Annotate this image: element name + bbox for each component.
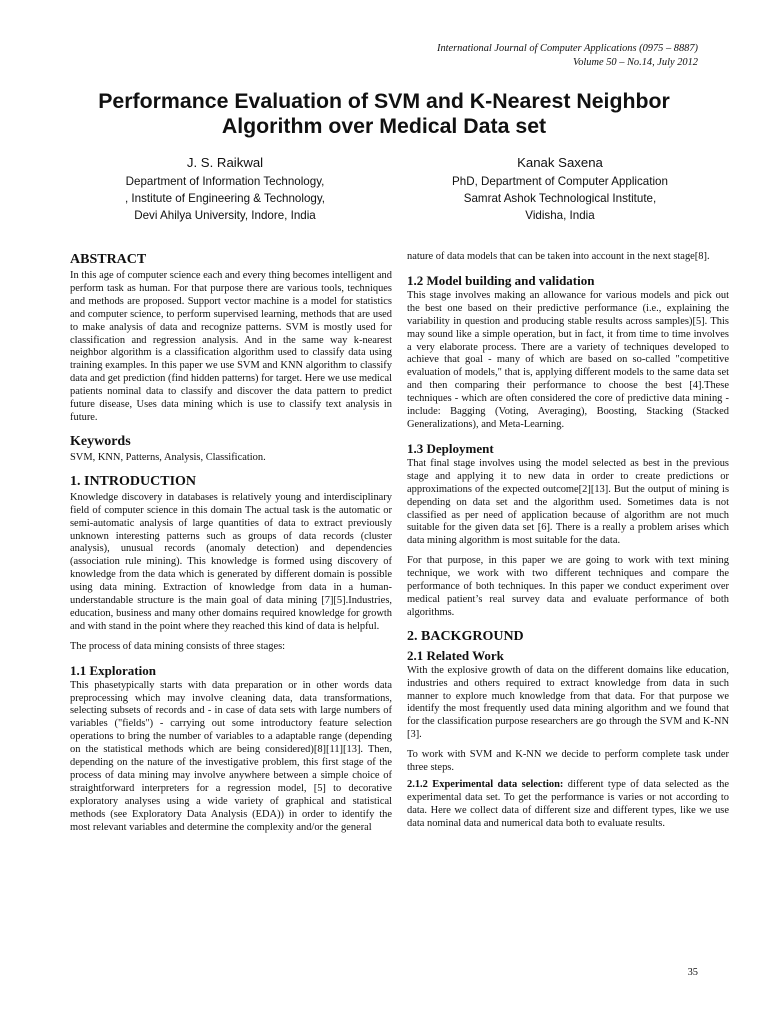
title-line-1: Performance Evaluation of SVM and K-Nearest Neighbor	[98, 89, 670, 113]
continuation-text: nature of data models that can be taken into account in the next stage[8].	[407, 251, 710, 262]
journal-volume: Volume 50 – No.14, July 2012	[573, 57, 698, 68]
related-work-heading: 2.1 Related Work	[407, 647, 504, 663]
author-affiliation-line: Vidisha, India	[525, 209, 595, 222]
introduction-text: Knowledge discovery in databases is relatively young and interdisciplinary field of computer science in this domain The actual task is the automatic or semi-automatic analysis of large quantities of data to extract previously unknown interesting patterns such as groups of data records (cluster analysis), unusual records (anomaly detection) and dependencies (association rule mining). This knowledge is formed using discovery of knowledge from the data which is generated by different domain is possible using data mining. Extraction of knowledge from data in a human-understandable structure is the main goal of data mining [7][5].Industries, education, business and many other domains required knowledge for growth and with stand in the point where they reached this kind of data is helpful.	[70, 491, 392, 632]
stages-text: The process of data mining consists of three stages:	[70, 640, 286, 652]
model-building-text: This stage involves making an allowance for various models and pick out the best one based on their predictive performance (i.e., explaining the variability in question and producing stable results across samples)[5]. This may sound like a simple operation, but in fact, it from time to time involves a very elaborate process. There are a variety of techniques developed to achieve that goal - many of which are based on so-called "competitive evaluation of models," that is, applying different models to the same data set and then comparing their performance to choose the best [4].These techniques - which are often considered the core of predictive data mining - include: Bagging (Voting, Averaging), Boosting, Stacking (Stacked Generalizations), and Meta-Learning.	[407, 289, 729, 430]
page-number: 35	[687, 967, 698, 978]
author-block-1	[60, 154, 390, 224]
author-affiliation-line: Samrat Ashok Technological Institute,	[463, 192, 657, 205]
related-work-text: With the explosive growth of data on the different domains like education, industries and others required to extract knowledge from data in such manner to explore much knowledge from that data. For that purpose we identify the most frequently used data mining algorithm and we found that for the classification purpose researchers are go through the SVM and K-NN [3].	[407, 664, 729, 741]
exploration-heading: 1.1 Exploration	[70, 662, 156, 678]
author-block-2	[395, 154, 725, 224]
title-line-2: Algorithm over Medical Data set	[221, 114, 547, 138]
author-name: Kanak Saxena	[517, 155, 603, 170]
author-affiliation-line: Devi Ahilya University, Indore, India	[134, 209, 316, 222]
journal-header	[437, 42, 698, 70]
steps-text: To work with SVM and K-NN we decide to perform complete task under three steps.	[407, 749, 729, 774]
abstract-heading: ABSTRACT	[70, 252, 147, 267]
author-name: J. S. Raikwal	[186, 155, 264, 170]
exploration-text: This phasetypically starts with data preparation or in other words data preprocessing which may involve cleaning data, data transformations, selecting subsets of records and - in case of data sets with large numbers of variables ("fields") - carrying out some introductory feature selection operations to bring the number of variables to a adaptable range (depending on the statistical methods which are being considered)[8][11][13]. Then, depending on the nature of the investigative problem, this first stage of the process of data mining may involve anywhere between a simple choice of straightforward interpreters for a regression model, [5] to decorative exploratory analyses using a wide variety of graphical and statistical methods (see Exploratory Data Analysis (EDA)) in order to identify the most relevant variables and determine the complexity and/or the general	[70, 679, 392, 833]
author-affiliation-line: Department of Information Technology,	[125, 175, 325, 188]
purpose-text: For that purpose, in this paper we are going to work with text mining technique, we work with two different techniques and compare the performance of both techniques. In this paper we conduct experiment over medical patient’s real survey data and evaluate performance of both algorithms.	[407, 555, 729, 618]
abstract-text: In this age of computer science each and every thing becomes intelligent and perform task as human. For that purpose there are various tools, techniques and methods are proposed. Support vector machine is a model for statistics and computer science, to perform supervised learning, methods that are used to make analysis of data and recognize patterns. SVM is mostly used for classification and regression analysis. And in the same way k-nearest neighbor algorithm is a classification algorithm used to classify data using training examples. In this paper we use SVM and KNN algorithm to classify data and get prediction (find hidden patterns) for target. Here we use medical patients nominal data to classify and discover the data pattern to predict future disease, Uses data mining which is use to classify text analysis in future.	[70, 270, 392, 423]
author-affiliation-line: , Institute of Engineering & Technology,	[124, 192, 325, 205]
data-selection-text: different type of data selected as the experimental data set. To get the performance is varies or not according to data. Here we collect data of different size and different types, like we use data nominal data and numerical data both to evaluate results.	[407, 779, 729, 829]
background-heading: 2. BACKGROUND	[407, 628, 524, 644]
right-column	[407, 251, 729, 838]
keywords-text: SVM, KNN, Patterns, Analysis, Classification.	[70, 451, 266, 463]
data-selection-paragraph	[407, 779, 729, 831]
data-selection-label: 2.1.2 Experimental data selection:	[407, 779, 564, 790]
left-column	[70, 252, 392, 842]
author-affiliation-line: PhD, Department of Computer Application	[452, 175, 668, 188]
paper-title	[40, 89, 728, 139]
deployment-text: That final stage involves using the model selected as best in the previous stage and applying it to new data in order to create predictions or approximations of the expected outcome[2][13]. But the output of mining is depending on data set and the algorithm used. Sometimes data is not classified as per need of application because of algorithm are not much suitable for the given data set [6]. There is a really a problem arises which data mining algorithm is most suitable for the data.	[407, 457, 729, 547]
introduction-heading: 1. INTRODUCTION	[70, 473, 197, 489]
journal-name: International Journal of Computer Applications (0975 – 8887)	[436, 43, 698, 54]
model-building-heading: 1.2 Model building and validation	[407, 272, 595, 288]
keywords-heading: Keywords	[70, 433, 131, 449]
deployment-heading: 1.3 Deployment	[407, 440, 494, 456]
